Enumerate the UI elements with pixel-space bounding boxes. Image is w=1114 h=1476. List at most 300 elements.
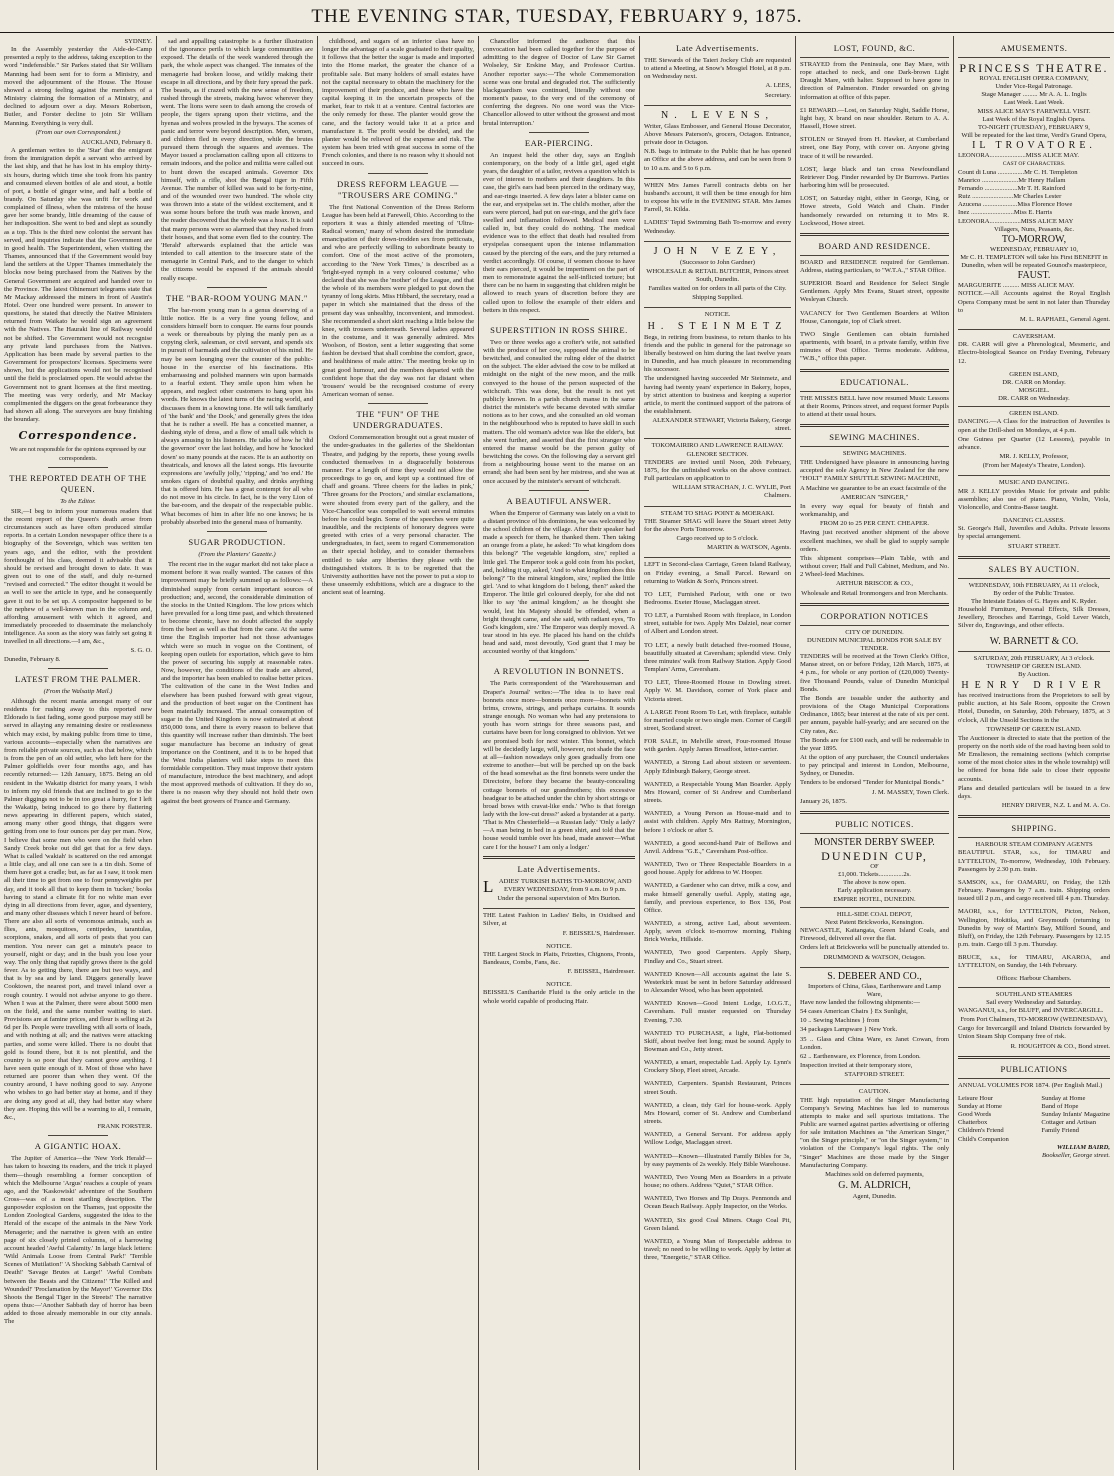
ad-text: WANTED, Six good Coal Miners. Otago Coal Pit, Green Island.	[644, 1216, 791, 1232]
ad-text: WANTED, a Gardener who can drive, milk a cow, and make himself generally useful. Apply, stating age, family, and previous experience, to Box 136, Post Office.	[644, 882, 791, 914]
advertisement	[483, 878, 635, 903]
ad-signature: F. BEISSEL, Hairdresser.	[567, 968, 635, 976]
ad-signature: DRUMMOND & WATSON, Octagon.	[823, 953, 926, 961]
section-heading: PUBLICATIONS	[1000, 1063, 1068, 1074]
ad-text: BRUCE, s.s., for TIMARU, AKAROA, and LYTTELTON, on Sunday, the 14th February.	[958, 954, 1110, 970]
section-heading: CORPORATION NOTICES	[820, 610, 929, 621]
ad-text: MARGUERITE .......... MISS ALICE MAY.	[958, 282, 1075, 290]
ad-text: WANTED, Two good Carpenters. Apply Sharp, Findlay and Co., Stuart street.	[644, 949, 791, 965]
ad-heading: STEAM TO SHAG POINT & MOERAKI.	[660, 509, 775, 517]
ad-text: The Auctioneer is directed to state that the portion of the property on the north side of the road having been sold to Mr Emslieson, the remaining sections (which comprise some of the most choice sites in the whole township) will be offered for bona fide sale to close their opposite accounts.	[958, 734, 1110, 783]
divider	[800, 57, 949, 58]
advertisement	[958, 525, 1110, 550]
ad-text: TENDERS will be received at the Town Clerk's Office, Manse street, on or before Friday, 12th March, 1875, at 4 p.m., for whole or any portion of (£20,000) Twenty-five Thousand Pounds, value of Dunedin Municipal Bonds.	[800, 653, 949, 693]
ad-heading: SOUTHLAND STEAMERS	[995, 990, 1073, 998]
advertisement	[800, 310, 949, 326]
dateline: Dunedin, February 8.	[4, 655, 61, 663]
ad-text: TO LET, a Furnished Room with fireplace, in London street, suitable for two. Apply Mrs Dalziel, near corner of Albert and London street.	[644, 612, 791, 636]
advertisement	[644, 1102, 791, 1126]
divider	[644, 241, 791, 242]
column-rule	[478, 36, 479, 1470]
ad-signature: ARTHUR BRISCOE & CO.,	[835, 580, 914, 588]
drop-cap: L	[483, 876, 494, 896]
ad-text: Shipping Supplied.	[692, 294, 743, 302]
ad-text: WHEN Mrs James Farrell contracts debts on her husband's account, it will then be time enough for him to expose his wife in the EVENING STAR. Mrs James Farrell, St. Kilda.	[644, 181, 791, 214]
ad-title: JOHN VEZEY,	[653, 245, 782, 257]
advertisement	[644, 518, 791, 553]
divider	[800, 811, 949, 814]
list-item: Sunday at Home	[1041, 1094, 1086, 1102]
ad-heading: GREEN ISLAND.	[1009, 410, 1059, 418]
advertisement	[644, 679, 791, 703]
ad-text: WEDNESDAY, FEBRUARY 10,	[989, 245, 1079, 253]
divider	[207, 287, 268, 288]
advertisement	[644, 459, 791, 501]
list-item: Sunday at Home	[958, 1103, 1002, 1110]
ad-signature: STUART STREET.	[1007, 542, 1061, 550]
divider	[800, 446, 949, 447]
ad-text: Machines sold on deferred payments,	[825, 1170, 924, 1178]
ad-signature: Secretary.	[764, 91, 791, 99]
advertisement	[644, 1195, 791, 1211]
ad-text: LEONORA......................MISS ALICE MAY.	[958, 152, 1080, 160]
ad-signature: M. L. RAPHAEL, General Agent.	[1019, 315, 1110, 323]
ad-text: The Bonds are for £100 each, and will be redeemable in the year 1895.	[800, 736, 949, 752]
section-heading: LOST, FOUND, &C.	[833, 43, 916, 53]
ad-title: PRINCESS THEATRE.	[959, 61, 1109, 75]
dateline: SYDNEY.	[124, 38, 152, 45]
divider	[958, 406, 1110, 407]
ad-text: WANTED, a General Servant. For address apply Willow Lodge, Maclaggan street.	[644, 1131, 791, 1147]
divider	[644, 506, 791, 507]
ad-heading: CAVERSHAM.	[1012, 333, 1056, 341]
advertisement	[644, 810, 791, 834]
advertisement	[800, 195, 949, 228]
divider	[368, 403, 429, 404]
list-item: Manrico ......................Mr Henry Hallam	[958, 176, 1066, 184]
divider	[958, 556, 1110, 559]
advertisement	[644, 709, 791, 733]
divider	[800, 1084, 949, 1085]
ad-signature: MARTIN & WATSON, Agents.	[707, 544, 791, 552]
article-body: The recent rise in the sugar market did not take place a moment before it was really wanted. The causes of this improvement may be briefly summed up as follows:—A diminished supply from certain important sources of production; and, second, the considerable diminution of the stocks in the United Kingdom. The low prices which have prevailed for a long time past, and which threatened to become chronic, have no doubt affected the supply from the beet as well as that from the cane. At the same time the English importer had not those advantages which were so much in vogue on the Continent, of keeping open outlets for exportation, which gave to him the power of securing his supply at reasonable rates. Now, however, the conditions of the trade are altered, and the importer has been enabled to realise better prices. The cultivation of the cane in the West Indies and elsewhere has been pushed forward with great vigour, and the production of beet sugar on the Continent has been materially increased. The annual consumption of sugar in the United Kingdom is now estimated at about 850,000 tons, and there is every reason to believe that this quantity will increase rather than diminish. The beet sugar manufacture has become an industry of great importance on the Continent, and it is to be hoped that the West India planters will take steps to meet this formidable competition. They must improve their system of manufacture, introduce the best machinery, and adopt the most approved methods of cultivation. If they do so, there is no reason why they should not hold their own against the beet growers of France and Germany.	[161, 561, 313, 805]
ad-text: (From her Majesty's Theatre, London).	[982, 462, 1086, 470]
ad-text: Orders left at Brickworks will be punctually attended to.	[800, 944, 949, 952]
ad-heading: NOTICE.	[704, 311, 731, 319]
ad-text: The undersigned having succeeded Mr Steinmetz, and having had twenty years' experience in Bakery, hopes, by strict attention to business and keeping a superior article, to merit the continued support of the patrons of the establishment.	[644, 375, 791, 415]
advertisement	[644, 1238, 791, 1262]
divider	[529, 132, 590, 133]
ad-text: WANTED, Carpenters. Spanish Restaurant, Princes street South.	[644, 1080, 791, 1096]
divider	[958, 651, 1110, 652]
advertisement	[800, 136, 949, 160]
ad-subheading: CAST OF CHARACTERS.	[1002, 161, 1066, 168]
column-6	[800, 38, 949, 1468]
ad-text: LOST, large black and tan cross Newfoundland Retriever Dog. Finder rewarded by Dr Burrows. Parties harboring him will be prosecuted.	[800, 165, 949, 190]
ad-text: Cargo for Invercargill and Inland Districts forwarded by Union Steam Ship Company free of risk.	[958, 1025, 1110, 1041]
divider	[529, 660, 590, 661]
advertisement	[644, 320, 791, 434]
ad-text: Will be repeated for the last time, Verdi's Grand Opera,	[961, 132, 1107, 140]
ad-heading: MOSGIEL.	[1018, 387, 1050, 394]
ad-text: STRAYED from the Peninsula, one Bay Mare, with rope attached to neck, and one Dark-brown Light Draught Mare, with halter. Supposed to have gone in direction of Palmerston. Finder rewarded on giving information at office of this paper.	[800, 61, 949, 101]
section-heading: EDUCATIONAL.	[840, 376, 909, 387]
ad-heading: MUSIC AND DANCING.	[998, 479, 1070, 487]
ad-text: Writer, Glass Embosser, and General House Decorator, Above Messrs Paterson's, grocers, Octagon. Entrance, private door in Octagon.	[644, 122, 791, 147]
dateline: AUCKLAND, February 8.	[81, 138, 152, 146]
article-heading: THE "BAR-ROOM YOUNG MAN."	[166, 292, 308, 303]
ad-signature: WILLIAM BAIRD,	[1056, 1143, 1110, 1151]
ad-text: MAORI, s.s., for LYTTELTON, Picton, Nelson, Wellington, Hokitika, and Greymouth (returning to Dunedin by way of Martin's Bay, Milford Sound, and Bluff), on Friday, the 12th February. Passengers by 12.15 p.m. train. Cargo till 3 p.m. Thursday.	[958, 908, 1110, 948]
ad-text: TO-NIGHT (TUESDAY), FEBRUARY 9,	[978, 123, 1090, 131]
advertisement	[958, 849, 1110, 873]
ad-title: ADIES' TURKISH BATHS TO-MORROW, AND EVERY WEDNESDAY, from 9 a.m. to 9 p.m.	[498, 877, 632, 893]
ad-text: One Guinea per Quarter (12 Lessons), payable in advance.	[958, 435, 1110, 451]
ad-heading: TOWNSHIP OF GREEN ISLAND.	[986, 725, 1082, 733]
ad-text: WANTED, a good second-hand Pair of Bellows and Anvil. Address "G.E.," Caversham Post-office.	[644, 839, 791, 855]
advertisement	[644, 1000, 791, 1024]
advertisement	[644, 219, 791, 235]
ad-title: FAUST.	[1017, 270, 1051, 282]
advertisement	[644, 1080, 791, 1096]
ad-heading: GREEN ISLAND,	[1009, 370, 1059, 378]
ad-text: OF	[870, 862, 879, 870]
article-body: sad and appalling catastrophe is a further illustration of the ignorance perils to which large communities are exposed. The details of the week wandered through the park, the whole aspect was changed. The inmates of the menagerie had broken loose, and wildly making their escape in all directions, and by their fury spread the park. The beasts, as if crazed with the new sense of freedom, rushed through the streets, making havoc wherever they went. The lions were seen to dash among the crowds of people, the tigers sprang upon their victims, and the hyenas and wolves prowled in the byways. The scenes of panic and terror were beyond description. Men, women, and children fled in every direction, while the brutes pursued them through the squares and avenues. The Mayor issued a proclamation calling upon all citizens to remain indoors, and the police and militia were called out to hunt down the escaped animals. Governor Dix himself, with a rifle, shot the Bengal tiger in Fifth Avenue. The number of killed was said to be forty-nine, and of the wounded over two hundred. The whole city was thrown into a state of the wildest excitement, and it was some hours before the truth was made known, and the reader discovered that the whole was a hoax. It is said that many persons were so alarmed that they rushed from their houses, and that some even fled to the country. The 'Herald' afterwards explained that the article was intended to call attention to the insecure state of the menagerie in Central Park, and to the danger to which the citizens would be exposed if the animals should really escape.	[161, 38, 313, 282]
ad-text: Under Vice-Regal Patronage.	[995, 83, 1073, 91]
divider	[800, 833, 949, 834]
ad-text: NEWCASTLE, Kaitangata, Green Island Coals, and Firewood, delivered all over the flat.	[800, 927, 949, 943]
ad-text: DR. CARR on Wednesday.	[998, 395, 1070, 403]
list-item: 54 cases American Chairs } Ex Sunlight,	[800, 1008, 908, 1016]
divider	[800, 967, 949, 968]
list-item: Sunday Infants' Magazine	[1041, 1111, 1110, 1119]
column-rule	[953, 36, 954, 1470]
ad-text: WANTED TO PURCHASE, a light, Flat-bottomed Skiff, about twelve feet long; must be sound. Apply to Bowman and Co., Jetty street.	[644, 1029, 791, 1053]
advertisement	[800, 166, 949, 190]
ad-text: Having just received another shipment of the above excellent machines, we shall be glad to supply sample orders.	[800, 529, 949, 553]
publication-list-right	[1041, 1095, 1110, 1144]
column-3	[322, 38, 474, 1468]
column-rule	[639, 36, 640, 1470]
ad-text: Last Week. Last Week.	[1003, 99, 1065, 107]
ad-text: WANTED, a Respectable Young Man Boarder. Apply Mrs Howard, corner of St Andrew and Cumberland streets.	[644, 780, 791, 805]
ad-text: TENDERS are invited until Noon, 20th February, 1875, for the unfinished works on the above contract. Full particulars on application to	[644, 458, 791, 483]
advertisement	[800, 61, 949, 102]
ad-text: Begs, in retiring from business, to return thanks to his friends and the public in general for the patronage so liberally bestowed on him during the last twelve years in Dunedin, and has much pleasure in recommending his successor.	[644, 333, 791, 374]
ad-text: WEDNESDAY, 10th FEBRUARY, At 11 o'clock,	[968, 581, 1100, 589]
ad-text: In every way equal for beauty of finish and workmanship, and	[800, 502, 949, 519]
article-heading: EAR-PIERCING.	[524, 137, 594, 148]
ad-text: NOTICE.—All Accounts against the Royal English Opera Company must be sent in not later than Thursday to	[958, 290, 1110, 314]
column-rule	[156, 36, 157, 1470]
advertisement	[800, 653, 949, 806]
section-heading: SHIPPING.	[1011, 823, 1057, 834]
ad-signature: R. HOUGHTON & CO., Bond street.	[1010, 1042, 1110, 1050]
divider	[48, 668, 107, 669]
ad-heading: HARBOUR STEAM COMPANY AGENTS	[975, 841, 1093, 849]
list-item: 10 .. Sewing Machines } from	[800, 1017, 880, 1025]
ad-text: THE Latest Fashion in Ladies' Belts, in Oxidised and Silver, at	[483, 912, 635, 928]
advertisement	[644, 781, 791, 805]
advertisement	[483, 989, 635, 1005]
divider	[529, 490, 590, 491]
advertisement	[644, 612, 791, 636]
ad-text: Importers of China, Glass, Earthenware and Lamp Ware,	[808, 982, 941, 998]
ad-text: The Bonds are issuable under the authority and provisions of the Otago Municipal Corporations Ordinance, 1865; bear interest at the rate of six per cent. per annum, payable half-yearly; and are secured on the City rates, &c.	[800, 694, 949, 735]
article-body: In the Assembly yesterday the Aide-de-Camp presented a reply to the address, taking exception to the word "indefensible." Sir Parkes stated that Sir William Manning had been sent for to form a Ministry, and moved the adjournment of the House. The House showed a strong feeling against the members of a Ministry claiming the formation of a Ministry, and declined to adjourn over a day. Messrs Robertson, Butler, and Forster decline to join Sir William Manning. Everything is very dull.	[4, 46, 152, 127]
ad-text: TO LET, a newly built detached five-roomed House, beautifully situated at Caversham; splendid view. Only three minutes' walk from Railway Station. Apply Good Templars' Arms, Caversham.	[644, 641, 791, 674]
article-heading: SUGAR PRODUCTION.	[188, 536, 286, 547]
advertisement	[644, 738, 791, 754]
ad-text: St. George's Hall, Juveniles and Adults. Private lessons by special arrangement.	[958, 525, 1110, 541]
divider	[800, 625, 949, 626]
article-heading: A BEAUTIFUL ANSWER.	[506, 495, 612, 506]
divider	[644, 178, 791, 179]
divider	[958, 1078, 1110, 1079]
ad-text: The above is now open.	[843, 879, 906, 887]
disclaimer: We are not responsible for the opinions expressed by our correspondents.	[9, 447, 147, 462]
divider	[800, 369, 949, 372]
ad-text: By order of the Public Trustee.	[993, 589, 1075, 597]
ad-text: January 26, 1875.	[800, 797, 847, 805]
ad-text: WANGANUI, s.s., for BLUFF, and INVERCARGILL.	[958, 1006, 1104, 1014]
advertisement	[958, 606, 1110, 630]
article-heading: SUPERSTITION IN ROSS SHIRE.	[490, 324, 628, 335]
advertisement	[958, 879, 1110, 903]
ad-signature: STAFFORD STREET.	[844, 1071, 905, 1079]
divider	[958, 578, 1110, 579]
ad-text: A Machine we guarantee to be an exact facsimile of the	[800, 484, 947, 492]
divider	[958, 329, 1110, 330]
advertisement	[644, 57, 791, 100]
advertisement	[644, 1217, 791, 1233]
advertisement	[800, 927, 949, 962]
ad-text: N.B. bags to intimate to the Public that he has opened an Office at the above address, and can be seen from 9 to 10 a.m. and 5 to 6 p.m.	[644, 148, 791, 172]
article-heading: DRESS REFORM LEAGUE — "TROUSERS ARE COMING."	[337, 178, 459, 200]
advertisement	[644, 109, 791, 173]
ad-text: At the option of any purchaser, the Council undertakes to pay principal and interest in London, Melbourne, Sydney, or Dunedin.	[800, 754, 949, 778]
advertisement	[958, 1082, 1110, 1090]
ad-text: The Intestate Estates of G. Hayes and K. Ryder.	[971, 597, 1097, 605]
ad-heading: DUNEDIN MUNICIPAL BONDS FOR SALE BY TENDER.	[807, 636, 942, 652]
ad-heading: TOKOMAIRIRO AND LAWRENCE RAILWAY.	[651, 442, 784, 450]
article-body: When the Emperor of Germany was lately on a visit to a distant province of his dominions, he was welcomed by the school children of the village. After their speaker had made a speech for them, he thanked them. Then taking an orange from a plate, he asked: 'To what kingdom does this belong?' 'The vegetable kingdom, sire,' replied a little girl. The Emperor took a gold coin from his pocket, and, holding it up, asked, 'And to what kingdom does this belong?' 'To the mineral kingdom, sire,' replied the little girl. 'And to what kingdom do I belong, then?' asked the Emperor. The little girl coloured deeply, for she did not like to say 'the animal kingdom,' as he thought she would, lest his Majesty should be offended, when a bright thought came, and she said, with radiant eyes, 'To God's kingdom, sire.' The Emperor was deeply moved. A tear stood in his eye. He placed his hand on the child's head and said, most devoutly, 'God grant that I may be accounted worthy of that kingdom.'	[483, 509, 635, 656]
divider	[483, 856, 635, 859]
column-rule	[795, 36, 796, 1470]
ad-text: MISS ALICE MAY'S FAREWELL VISIT.	[977, 107, 1091, 115]
source-line: (From our own Correspondent.)	[35, 128, 121, 136]
source-line: (From the Planters' Gazette.)	[198, 550, 276, 558]
section-heading: SEWING MACHINES.	[829, 432, 920, 442]
column-rule	[317, 36, 318, 1470]
article-body: Chancellor informed the audience that this convocation had been called together for the purpose of admitting to the degree of Doctor of Law Sir Garnet Wolseley, Sir Erskine May, and Professor Curtius. Another reporter says:—'The whole Commemoration scene was one brutal and degraded riot. The sufficiently blackguardism was continued, literally without one moment's pause, to the very end of the ceremony of conferring the degrees. No one word was the Vice-Chancellor allowed to utter without the grossest and most brutal interruption.'	[483, 38, 635, 127]
advertisement	[644, 561, 791, 585]
ad-text: Household Furniture, Personal Effects, Silk Dresses, Jewellery, Brooches and Earrings, Gold Lever Watch, Silver do, Engravings, and other effects.	[958, 606, 1110, 630]
ad-text: Offices: Harbour Chambers.	[996, 975, 1072, 983]
ad-signature: J. M. MASSEY, Town Clerk.	[872, 788, 949, 796]
ad-text: THE high reputation of the Singer Manufacturing Company's Sewing Machines has led to numerous attempts to make and sell spurious imitations. The Public are warned against parties advertising or offering for sale imitation Machines as "the American Singer," "on the Singer principle," or "on the Singer system," in violation of the Company's legal rights. The only "Singer" Machines are those made by the Singer Manufacturing Company.	[800, 1096, 949, 1169]
ad-title: MONSTER DERBY SWEEP.	[814, 836, 935, 848]
ad-text: Bookseller, George street.	[1042, 1151, 1110, 1159]
advertisement	[644, 1174, 791, 1190]
divider	[800, 907, 949, 908]
divider	[800, 424, 949, 427]
divider	[958, 987, 1110, 988]
divider	[800, 391, 949, 392]
ad-heading: DANCING CLASSES.	[1003, 517, 1065, 525]
advertisement	[483, 912, 635, 937]
ad-text: ANNUAL VOLUMES FOR 1874. (Per English Mail.)	[958, 1081, 1103, 1089]
advertisement	[958, 1007, 1110, 1051]
list-item: Good Words	[958, 1111, 992, 1119]
ad-signature: A. LEES,	[765, 82, 791, 90]
divider	[48, 467, 107, 468]
publication-list	[958, 1095, 1110, 1144]
ad-text: Inspection invited at their temporary store,	[800, 1062, 913, 1070]
publication-list-left	[958, 1095, 1009, 1144]
list-item: 62 .. Earthenware, ex Florence, from London.	[800, 1052, 921, 1060]
ad-title: S. DEBEER AND CO.,	[827, 970, 922, 982]
column-2	[161, 38, 313, 1468]
ad-text: £1,000. Tickets...............2s.	[838, 871, 911, 879]
section-heading: BOARD AND RESIDENCE.	[818, 240, 931, 251]
article-body: A gentleman writes to the 'Star' that the emigrant from the immigration depôt a servant who arrived by the last ship, and that he has lost in his employ thirty-six hours, during which time she took from his pantry and consumed eleven bottles of ale and stout, a bottle of port, a bottle of ginger wine, and half a bottle of brandy. On Saturday she was unfit for work and complained of illness, when the mistress of the house gave her some brandy, little dreaming of the cause of her indisposition. She went to bed and slept as soundly as a top. This is the third new colonist the servant has served, and inquiries indicate that the Government are in good health. The Superintendent, when visiting the Thames, announced that if the Government would buy land the settlers at the Upper Thames immediately the blocks now being purchased from the Natives by the General Government are acquired and handed over to the Province. The latest Ohinemuri telegrams state that Mr Mackay addressed the miners in front of Austin's Hotel. Over one hundred were present. In answer to questions, he stated that directly the Native Ministers returned from Waikato he would sign an agreement with the Natives. The Hauraki line of Railway would not be shifted. The Government would not recognise any private land purchases from the Natives. Application has been made by several parties to the Government for prospectors' licenses. Specimens were shown, but the applications would not be recognised until the field is proclaimed open. He would advise the Government not to grant licenses at the first meeting. The meeting was very orderly, and Mr Mackay complimented the diggers on the great forbearance they had shown all along. The surveyors are busy finishing the boundary.	[4, 147, 152, 424]
column-4	[483, 38, 635, 1468]
article-heading: LATEST FROM THE PALMER.	[15, 673, 141, 684]
list-item: 34 packages Lampware } New York.	[800, 1026, 898, 1034]
ad-text: MR J. KELLY provides Music for private and public assemblies; also use of piano. Piano, Violin, Viola, Violoncello, and Contra-Basse taught.	[958, 487, 1110, 511]
divider	[48, 1135, 107, 1136]
ad-signature: EMPIRE HOTEL, DUNEDIN.	[833, 895, 916, 903]
ad-text: TWO Single Gentlemen can obtain furnished apartments, with board, in a private family, within five minutes of Post Office. Terms moderate. Address, "W.B.," office this paper.	[800, 330, 949, 363]
list-item: Chatterbox	[958, 1119, 988, 1127]
advertisement	[644, 882, 791, 915]
ad-text: Early application necessary.	[837, 887, 912, 895]
ad-text: Under the personal supervision of Mrs Burton.	[497, 895, 621, 903]
advertisement	[644, 920, 791, 944]
advertisement	[800, 331, 949, 364]
advertisement	[800, 259, 949, 275]
list-item: Fernando ....................Mr T. H. Rainford	[958, 184, 1066, 192]
advertisement	[644, 591, 791, 607]
ad-text: WANTED, a clean, tidy Girl for house-work. Apply Mrs Howard, corner of St. Andrew and Cumberland streets.	[644, 1101, 791, 1126]
advertisement	[644, 1059, 791, 1075]
salutation: To the Editor.	[60, 497, 96, 505]
ad-text: SATURDAY, 20th FEBRUARY, At 3 o'clock.	[973, 654, 1095, 662]
ad-text: Wholesale and Retail Ironmongers and Iron Merchants.	[801, 589, 948, 597]
article-body: Although the recent mania amongst many of our residents for rushing away to this reported new Eldorado is fast fading, some good purpose may still be served in allaying any remaining desire or restlessness which may exist, by making public from time to time, various accounts—especially when the narratives are from reliable private sources, such as that below, which is from the pen of an old settler, who left here for the Palmer goldfields over four months ago, and has recently returned:— 12th January, 1875. Being an old resident in the Wakatip district for many years, I wish to inform my old friends that are inclined to go to the Palmer diggings not to be in too great a hurry, for I left the Wakatip, being induced to go there by flattering news appearing in different papers, which stated, among many other good things, that diggers were getting from one to four ounces per day per man. Now, I believe that some men who were on the field when Sandy Creek broke out did get that for a few days. What is called 'wakiah' is scattered on the red amongst a little clay, and all one can see is a tin dish. Some of them have got a cradle; but, as far as I saw, it took men all their time to get from one to four pennyweights per day, and it took all that to keep them in 'tucker,' books having to stand a climate fit for no white man ever dying in all directions from fever, ague, and dysentery, and many other diseases which I never heard of before. There are also all sorts of venomous animals, such as flies, ants, mosquitoes, centipedes, tarantulas, scorpions, snakes, and all sorts of pests that you can mention. You never can get a minute's peace to yourself, night or day; and in the bush you lose your way. The only thing that rapidly grows there is the gold fever. As to getting there, there are but two ways, and that is by sea and by land. Diggers generally leave Cooktown, the nearest port, and travel inland over a rough country. I would not advise anyone to go there. When I was at the Palmer, there were about 5000 men on the field, and the same number waiting to start. Provisions are at famine prices, and flour is selling at 2s 6d per lb. People were travelling with all sorts of loads, and with nothing at all; and the natives were attacking parties, and some were killed. There is no doubt that gold is found there, but it is not plentiful, and the country is so poor that they cannot grow anything. I have seen quite enough of it. Most of those who have returned are poorer than when they went. Of the country around, I have nothing good to say. Anyone who wishes to go had better stay at home, and if they are doing any good at all, they had better stay where they are. Hoping this will be a warning to all, I remain, &c.,	[4, 697, 152, 1121]
ad-heading: CITY OF DUNEDIN.	[845, 628, 904, 636]
article-heading: THE "FUN" OF THE UNDERGRADUATES.	[352, 409, 444, 431]
ad-text: WANTED, a Young Person as House-maid and to assist with children. Apply Mrs Rattray, Mornington, before 1 o'clock or after 5.	[644, 810, 791, 834]
ad-text: SUPERIOR Board and Residence for Select Single Gentlemen. Apply Mrs Evans, Stuart street, opposite Wesleyan Church.	[800, 280, 949, 304]
divider	[958, 475, 1110, 476]
ad-text: WANTED, a smart, respectable Lad. Apply Ly. Lynn's Crockery Shop, Fleet street, Arcade.	[644, 1059, 791, 1075]
ad-text: THE Steamer SHAG will leave the Stuart street Jetty for the above Ports Tomorrow.	[644, 517, 791, 533]
ad-text: BEISSEL'S Cantharide Fluid is the only article in the whole world capable of producing Hair.	[483, 989, 635, 1005]
list-item: Azucena .....................Miss Florence Howe	[958, 201, 1073, 209]
list-item: Inez ..........................Miss E. Harris	[958, 209, 1053, 217]
list-item: Band of Hope	[1041, 1103, 1079, 1110]
advertisement	[483, 951, 635, 976]
article-heading: THE REPORTED DEATH OF THE QUEEN.	[9, 472, 147, 494]
ad-text: A LARGE Front Room To Let, with fireplace, suitable for married couple or two single men. Corner of Cargill street, Scotland street.	[644, 708, 791, 732]
ad-text: (Successor to John Gardner)	[680, 258, 755, 266]
ad-text: Agent, Dunedin.	[852, 1193, 897, 1201]
ad-text: Plans and detailed particulars will be issued in a few days.	[958, 784, 1110, 800]
ad-text: WANTED—Known—Illustrated Family Bibles for 3s, by easy payments of 2s weekly. Hely Bible Warehouse.	[644, 1152, 791, 1168]
advertisement	[800, 1097, 949, 1202]
advertisement	[644, 861, 791, 877]
divider	[800, 255, 949, 256]
section-heading: Late Advertisements.	[517, 863, 601, 874]
list-item: Children's Friend	[958, 1127, 1004, 1135]
list-item: Child's Companion	[958, 1135, 1009, 1143]
ad-text: DR. CARR will give a Phrenological, Mesmeric, and Electro-biological Seance on Friday Evening, February 12.	[958, 341, 1110, 365]
article-body: SIR,—I beg to inform your numerous readers that the recent report of the Queen's death arose from circumstances such as have often produced similar reports. In a certain London newspaper office there is a biography of the Sovereign, which was written ten years ago, and the editor, with the provident forethought of his class, deemed it advisable that it should be revised and brought down to date. It was given out to one of the staff, and duly re-turned "revised and corrected." The editor thought it would be as well to see the article in type, and he consequently gave it out to be set up. A compositor happened to be the nephew of a well-known man in the column and, affording amusement with which it agreed, and immediately proceeded to disseminate the melancholy intelligence. As soon as the story was fairly set going it travelled in all directions.—I am, &c.,	[4, 507, 152, 646]
advertisement	[800, 280, 949, 304]
advertisement	[800, 999, 949, 1079]
ad-text: WANTED, a Young Man of Respectable address to travel; no need to be willing to work. Apply by letter at three, "Energetic," STAR Office.	[644, 1237, 791, 1262]
section-heading: Correspondence.	[18, 429, 138, 443]
advertisement	[958, 290, 1110, 324]
article-body: childhood, and sugars of an inferior class have no longer the advantage of a scale graduated to their quality, it follows that the better the sugar is made and imported into the Home market, the greater the chance of a profitable sale. But many holders of small estates have not the capital necessary to obtain the machinery for the improvement of their produce, and these who have the capital keeping it in the uncertain prospects of the market, fear to risk it at a venture. Central factories are the only remedy for these. The planter would grow the cane, and the factory would take it at a price and manufacture it. The profit would be divided, and the planter would be relieved of the expense and risk. The system has been tried with great success in some of the French colonies, and there is no reason why it should not succeed in ours.	[322, 38, 474, 168]
article-body: Oxford Commemoration brought out a great muster of the under-graduates in the galleries of the Sheldonian Theatre, and judging by the reports, these young swells conducted themselves in a disgracefully boisterous manner. For a length of time they would not allow the proceedings to go on, and kept up a continued fire of chaff and groans. 'Three cheers for the ladies in pink,' 'Three groans for the Proctors,' and similar exclamations, were shouted from every part of the gallery, and the Vice-Chancellor was compelled to wait several minutes before he could begin. Some of the speeches were quite inaudible, and the recipients of honorary degrees were greeted with cries of a very personal character. The undergraduates, in fact, seem to regard Commemoration as their special holiday, and to consider themselves entitled to take any liberties they please with the distinguished visitors. It is to be regretted that the University authorities have not the power to put a stop to these unseemly exhibitions, which are a disgrace to the ancient seat of learning.	[322, 434, 474, 597]
ad-text: Villagers, Nuns, Peasants, &c.	[994, 225, 1074, 233]
advertisement	[958, 692, 1110, 810]
ad-signature: F. BEISSEL'S, Hairdresser.	[562, 929, 635, 937]
masthead: THE EVENING STAR, TUESDAY, FEBRUARY 9, 1875.	[0, 6, 1114, 33]
ad-text: WANTED, Two Horses and Tip Drays. Penmonds and Ocean Beach Railway. Apply Inspector, on the Works.	[644, 1195, 791, 1211]
ad-text: WANTED, Two Young Men as Boarders in a private house; no others. Address "Quiet," STAR Office.	[644, 1173, 791, 1190]
ad-title: DUNEDIN CUP,	[821, 848, 928, 863]
divider	[368, 173, 429, 174]
ad-title: N. LEVENS,	[660, 109, 775, 121]
ad-title: TO-MORROW,	[1001, 233, 1067, 245]
advertisement	[644, 949, 791, 965]
signature: S. G. O.	[130, 647, 152, 655]
ad-title: HENRY DRIVER	[961, 680, 1107, 692]
ad-text: WANTED Known—Good Intent Lodge, I.O.G.T., Caversham. Full muster requested on Thursday Evening, 7.30.	[644, 1000, 791, 1024]
ad-heading: TOWNSHIP OF GREEN ISLAND.	[986, 662, 1082, 670]
ad-signature: WILLIAM STRACHAN, J. C. WYLIE, Port Chalmers.	[672, 484, 791, 500]
divider	[483, 908, 635, 909]
divider	[644, 438, 791, 439]
list-item: Cottager and Artisan	[1041, 1119, 1096, 1127]
advertisement	[800, 395, 949, 419]
ad-text: TO LET, Furnished Parlour, with one or two Bedrooms. Exeter House, Maclaggan street.	[644, 590, 791, 606]
ad-text: Stage Manager ......... Mr A. A. L. Inglis	[981, 91, 1087, 99]
source-line: (From the Walsatip Mail.)	[43, 687, 113, 695]
ad-text: Mr C. H. TEMPLETON will take his First BENEFIT in Dunedin, when will be repeated Gounod's masterpiece,	[960, 253, 1108, 270]
ad-text: LOST, on Saturday night, either in George, King, or Howe streets, Gold Watch and Chain. Finder handsomely rewarded on returning it to Mrs R. Lockwood, Howe street.	[800, 195, 949, 227]
column-7	[958, 38, 1110, 1468]
ad-text: SAMSON, s.s., for OAMARU, on Friday, the 12th February. Passengers by 7 a.m. train. Shipping orders issued till 2 p.m., and cargo received till 4 p.m. Thursday.	[958, 878, 1110, 903]
ad-title: AMERICAN "SINGER,"	[840, 493, 909, 501]
ad-title: H. STEINMETZ	[647, 320, 788, 332]
advertisement	[958, 908, 1110, 949]
advertisement	[958, 341, 1110, 365]
list-item: 35 .. Glass and China Ware, ex Janet Cowan, from London.	[800, 1035, 949, 1051]
advertisement	[644, 182, 791, 215]
ad-text: Last Week of the Royal English Opera.	[982, 115, 1086, 123]
ad-text: LEFT in Second-class Carriage, Green Island Railway, on Friday evening, a Small Parcel. Reward on returning to Watkin & Son's, Princes street.	[644, 561, 791, 585]
ad-text: THE Stewards of the Taieri Jockey Club are requested to attend a Meeting, at Snow's Mosgiel Hotel, at 8 p.m. on Wednesday next.	[644, 57, 791, 81]
advertisement	[644, 840, 791, 856]
ad-text: Sail every Wednesday and Saturday.	[986, 998, 1082, 1006]
divider	[800, 233, 949, 236]
ad-text: WHOLESALE & RETAIL BUTCHER, Princes street South, Dunedin.	[646, 267, 789, 283]
